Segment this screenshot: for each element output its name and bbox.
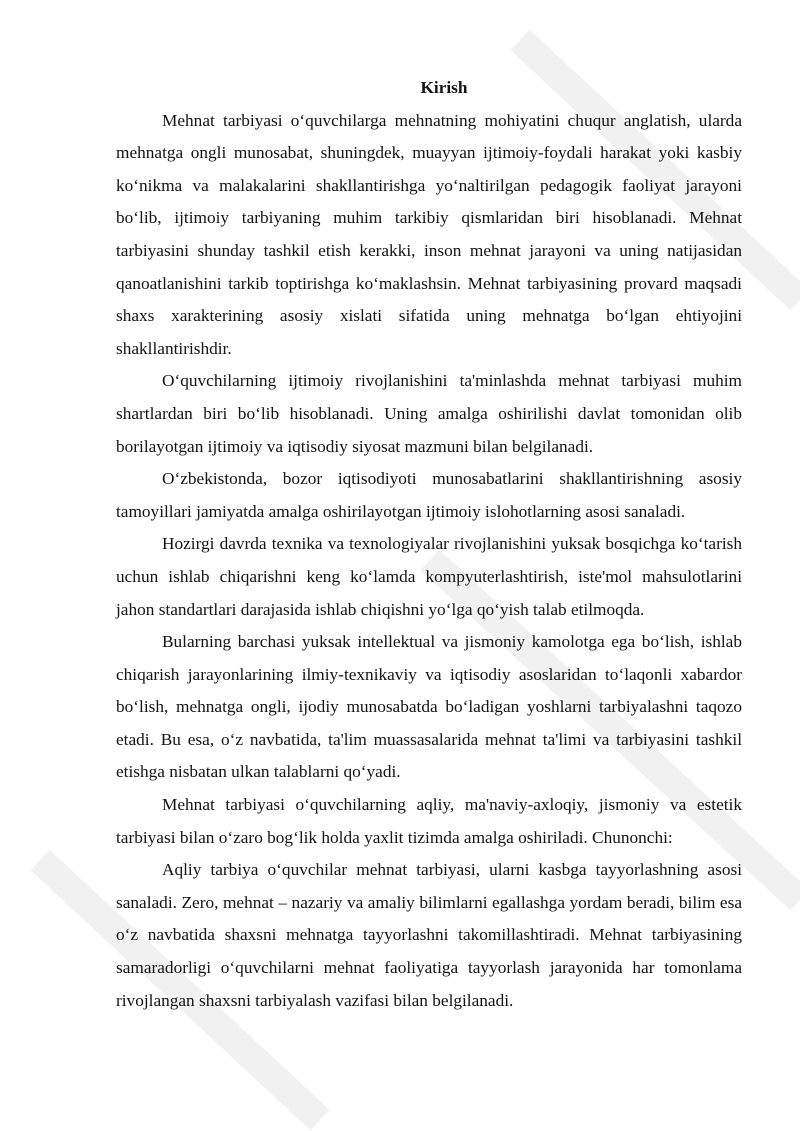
page-title: Kirish — [420, 78, 468, 97]
paragraph: Mehnat tarbiyasi o‘quvchilarga mehnatning mohiyatini chuqur anglatish, ularda mehnatga ongli munosabat, shuningdek, muayyan ijtimoiy-foydali harakat yoki kasbiy ko‘nikma va malakalarini shakllantirishga yo‘naltirilgan pedagogik faoliyat jarayoni bo‘lib, ijtimoiy tarbiyaning muhim tarkibiy qismlaridan biri hisoblanadi. Mehnat tarbiyasini shunday tashkil etish kerakki, inson mehnat jarayoni va uning natijasidan qanoatlanishini tarkib toptirishga ko‘maklashsin. Mehnat tarbiyasining provard maqsadi shaxs xarakterining asosiy xislati sifatida uning mehnatga bo‘lgan ehtiyojini shakllantirishdir. — [116, 110, 742, 358]
paragraph: Aqliy tarbiya o‘quvchilar mehnat tarbiyasi, ularni kasbga tayyorlashning asosi sanaladi. Zero, mehnat – nazariy va amaliy bilimlarni egallashga yordam beradi, bilim esa o‘z navbatida shaxsni mehnatga tayyorlashni takomillashtiradi. Mehnat tarbiyasining samaradorligi o‘quvchilarni mehnat faoliyatiga tayyorlash jarayonida har tomonlama rivojlangan shaxsni tarbiyalash vazifasi bilan belgilanadi. — [116, 860, 742, 1010]
paragraph: Mehnat tarbiyasi o‘quvchilarning aqliy, ma'naviy-axloqiy, jismoniy va estetik tarbiyasi bilan o‘zaro bog‘lik holda yaxlit tizimda amalga oshiriladi. Chunonchi: — [116, 795, 742, 847]
paragraph: O‘quvchilarning ijtimoiy rivojlanishini ta'minlashda mehnat tarbiyasi muhim shartlardan biri bo‘lib hisoblanadi. Uning amalga oshirilishi davlat tomonidan olib borilayotgan ijtimoiy va iqtisodiy siyosat mazmuni bilan belgilanadi. — [116, 371, 742, 456]
document-body — [116, 72, 742, 1017]
paragraph: Bularning barchasi yuksak intellektual va jismoniy kamolotga ega bo‘lish, ishlab chiqarish jarayonlarining ilmiy-texnikaviy va iqtisodiy asoslaridan to‘laqonli xabardor bo‘lish, mehnatga ongli, ijodiy munosabatda bo‘ladigan yoshlarni tarbiyalashni taqozo etadi. Bu esa, o‘z navbatida, ta'lim muassasalarida mehnat ta'limi va tarbiyasini tashkil etishga nisbatan ulkan talablarni qo‘yadi. — [116, 632, 742, 782]
paragraph: Hozirgi davrda texnika va texnologiyalar rivojlanishini yuksak bosqichga ko‘tarish uchun ishlab chiqarishni keng ko‘lamda kompyuterlashtirish, iste'mol mahsulotlarini jahon standartlari darajasida ishlab chiqishni yo‘lga qo‘yish talab etilmoqda. — [116, 534, 742, 619]
paragraph: O‘zbekistonda, bozor iqtisodiyoti munosabatlarini shakllantirishning asosiy tamoyillari jamiyatda amalga oshirilayotgan ijtimoiy islohotlarning asosi sanaladi. — [116, 469, 742, 521]
